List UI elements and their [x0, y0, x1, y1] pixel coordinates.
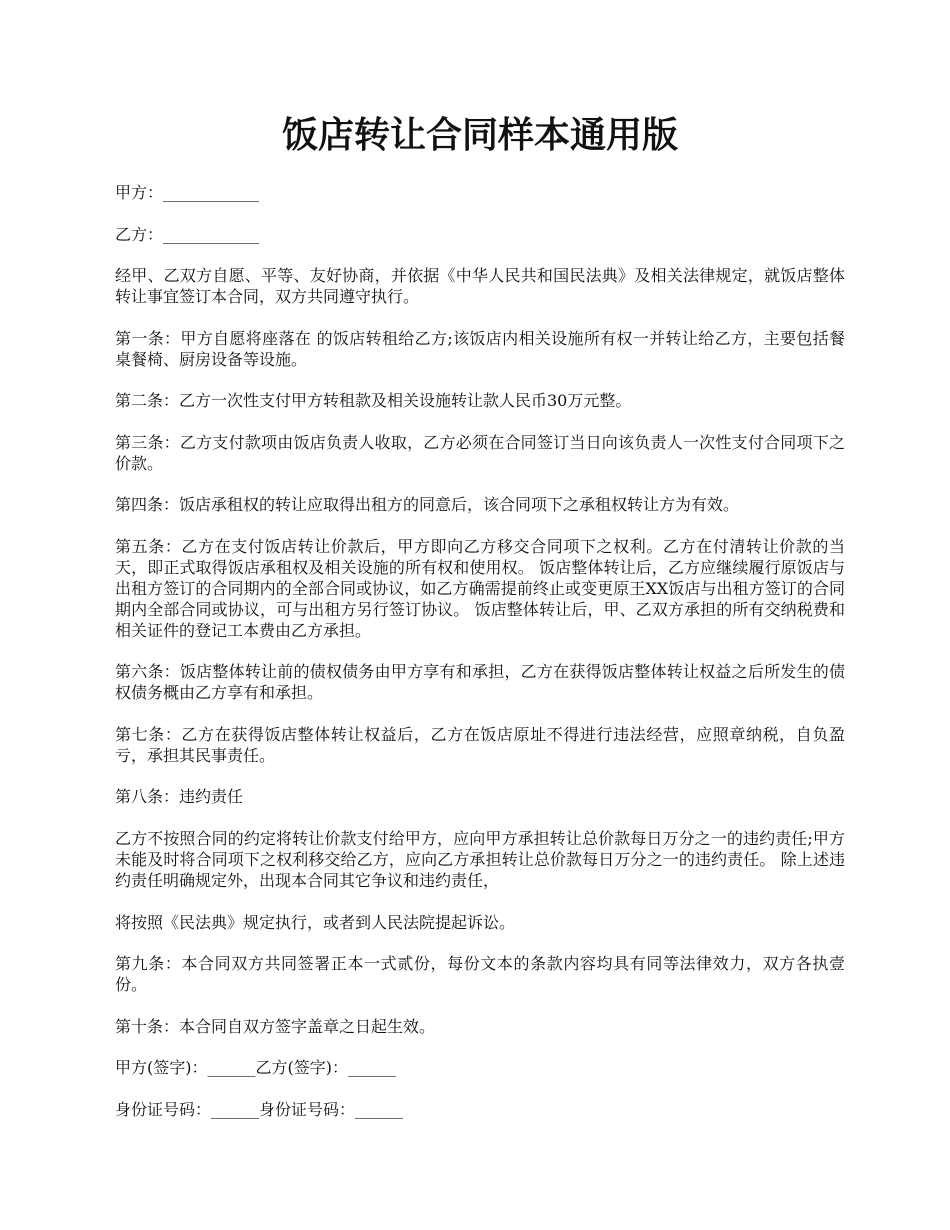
article-4: 第四条：饭店承租权的转让应取得出租方的同意后，该合同项下之承租权转让方为有效。 [115, 495, 740, 514]
preamble-paragraph: 经甲、乙双方自愿、平等、友好协商，并依据《中华人民共和国民法典》及相关法律规定，就饭店整体转让事宜签订本合同，双方共同遵守执行。 [115, 266, 845, 306]
article-3: 第三条：乙方支付款项由饭店负责人收取，乙方必须在合同签订当日向该负责人一次性支付合同项下之价款。 [115, 433, 845, 473]
party-b-line: 乙方：____________ [115, 225, 260, 244]
article-10: 第十条：本合同自双方签字盖章之日起生效。 [115, 1017, 436, 1036]
signature-line: 甲方(签字)：______乙方(签字)：______ [115, 1058, 396, 1077]
article-8-heading: 第八条：违约责任 [115, 787, 244, 806]
article-9: 第九条：本合同双方共同签署正本一式贰份，每份文本的条款内容均具有同等法律效力，双方各执壹份。 [115, 954, 845, 994]
article-8-continuation: 将按照《民法典》规定执行，或者到人民法院提起诉讼。 [115, 913, 516, 932]
article-2: 第二条：乙方一次性支付甲方转租款及相关设施转让款人民币30万元整。 [115, 391, 632, 410]
article-1: 第一条：甲方自愿将座落在 的饭店转租给乙方;该饭店内相关设施所有权一并转让给乙方，主要包括餐桌餐椅、厨房设备等设施。 [115, 329, 845, 369]
document-title: 饭店转让合同样本通用版 [281, 115, 678, 156]
article-6: 第六条：饭店整体转让前的债权债务由甲方享有和承担，乙方在获得饭店整体转让权益之后所发生的债权债务概由乙方享有和承担。 [115, 662, 845, 702]
party-a-line: 甲方：____________ [115, 183, 260, 202]
article-8-body: 乙方不按照合同的约定将转让价款支付给甲方，应向甲方承担转让总价款每日万分之一的违约责任;甲方未能及时将合同项下之权利移交给乙方，应向乙方承担转让总价款每日万分之一的违约责任。 除上述违约责任明确规定外，出现本合同其它争议和违约责任， [115, 829, 845, 890]
article-7: 第七条：乙方在获得饭店整体转让权益后，乙方在饭店原址不得进行违法经营，应照章纳税，自负盈亏，承担其民事责任。 [115, 725, 845, 765]
id-number-line: 身份证号码：______身份证号码：______ [115, 1100, 404, 1119]
article-5: 第五条：乙方在支付饭店转让价款后，甲方即向乙方移交合同项下之权利。乙方在付清转让价款的当天，即正式取得饭店承租权及相关设施的所有权和使用权。 饭店整体转让后，乙方应继续履行原饭店与出租方签订的合同期内的全部合同或协议，如乙方确需提前终止或变更原王XX饭店与出租方签订的合同期内全部合同或协议，可与出租方另行签订协议。 饭店整体转让后，甲、乙双方承担的所有交纳税费和相关证件的登记工本费由乙方承担。 [115, 537, 845, 640]
